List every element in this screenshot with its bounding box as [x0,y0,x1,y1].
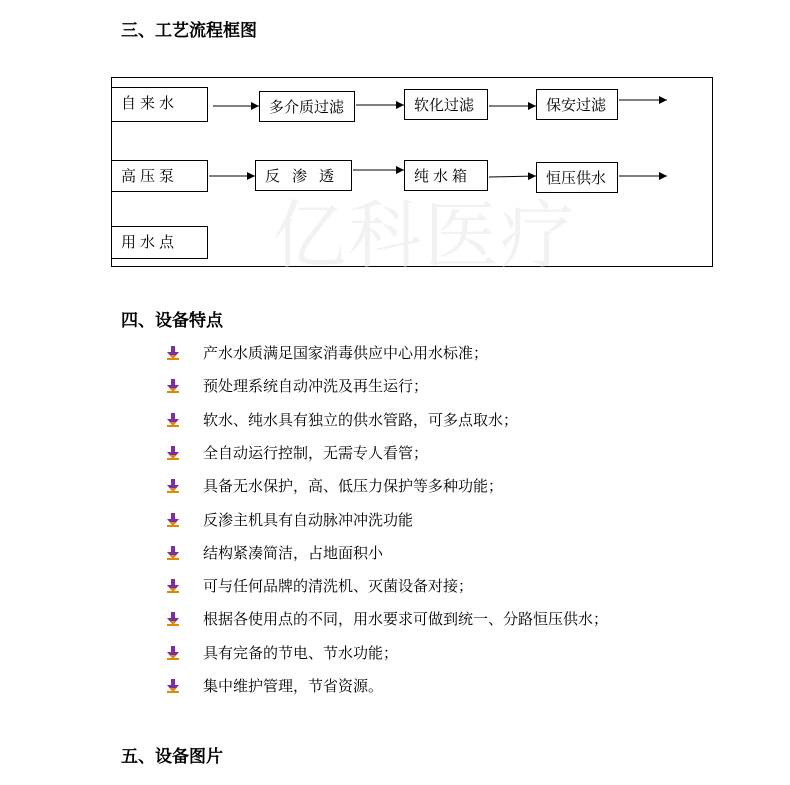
arrow-down-bullet-icon [166,446,180,460]
feature-item [0,542,700,564]
flow-box-security-filter: 保安过滤 [536,89,618,120]
feature-text: 根据各使用点的不同，用水要求可做到统一、分路恒压供水； [203,610,609,628]
arrow-down-bullet-icon [166,346,180,360]
feature-item [0,342,700,364]
feature-item [0,475,700,497]
feature-item [0,442,700,464]
watermark: 亿科医疗 [272,193,576,279]
feature-item [0,575,700,597]
feature-text: 具有完备的节电、节水功能； [203,644,399,662]
arrow-down-bullet-icon [166,612,180,626]
arrow-down-bullet-icon [166,379,180,393]
feature-text: 软水、纯水具有独立的供水管路，可多点取水； [203,411,519,429]
arrow-down-bullet-icon [166,413,180,427]
flow-box-softening-filter: 软化过滤 [404,89,488,120]
section-title-pictures: 五、设备图片 [121,747,223,767]
feature-item [0,642,700,664]
feature-text: 集中维护管理，节省资源。 [203,677,384,695]
flow-box-reverse-osmosis: 反渗透 [255,160,352,191]
feature-text: 全自动运行控制，无需专人看管； [203,444,429,462]
feature-text: 可与任何品牌的清洗机、灭菌设备对接； [203,577,474,595]
flow-box-tap-water: 自来水 [111,87,208,122]
feature-text: 具备无水保护，高、低压力保护等多种功能； [203,477,504,495]
flow-box-pure-water-tank: 纯水箱 [404,160,488,191]
feature-text: 预处理系统自动冲洗及再生运行； [203,377,429,395]
arrow-down-bullet-icon [166,546,180,560]
feature-text: 结构紧凑简洁，占地面积小 [203,544,384,562]
feature-item [0,375,700,397]
feature-item [0,608,700,630]
section-title-process: 三、工艺流程框图 [121,21,257,41]
feature-item [0,509,700,531]
flow-box-water-use-point: 用水点 [111,226,208,259]
flow-box-high-pressure-pump: 高压泵 [111,160,208,192]
arrow-down-bullet-icon [166,679,180,693]
flow-box-constant-pressure-supply: 恒压供水 [536,162,618,193]
feature-item [0,675,700,697]
flow-box-multimedia-filter: 多介质过滤 [259,91,355,122]
feature-item [0,409,700,431]
arrow-down-bullet-icon [166,646,180,660]
arrow-down-bullet-icon [166,579,180,593]
feature-text: 反渗主机具有自动脉冲冲洗功能 [203,511,414,529]
arrow-down-bullet-icon [166,513,180,527]
feature-text: 产水水质满足国家消毒供应中心用水标准； [203,344,489,362]
section-title-features: 四、设备特点 [121,311,223,331]
arrow-down-bullet-icon [166,479,180,493]
